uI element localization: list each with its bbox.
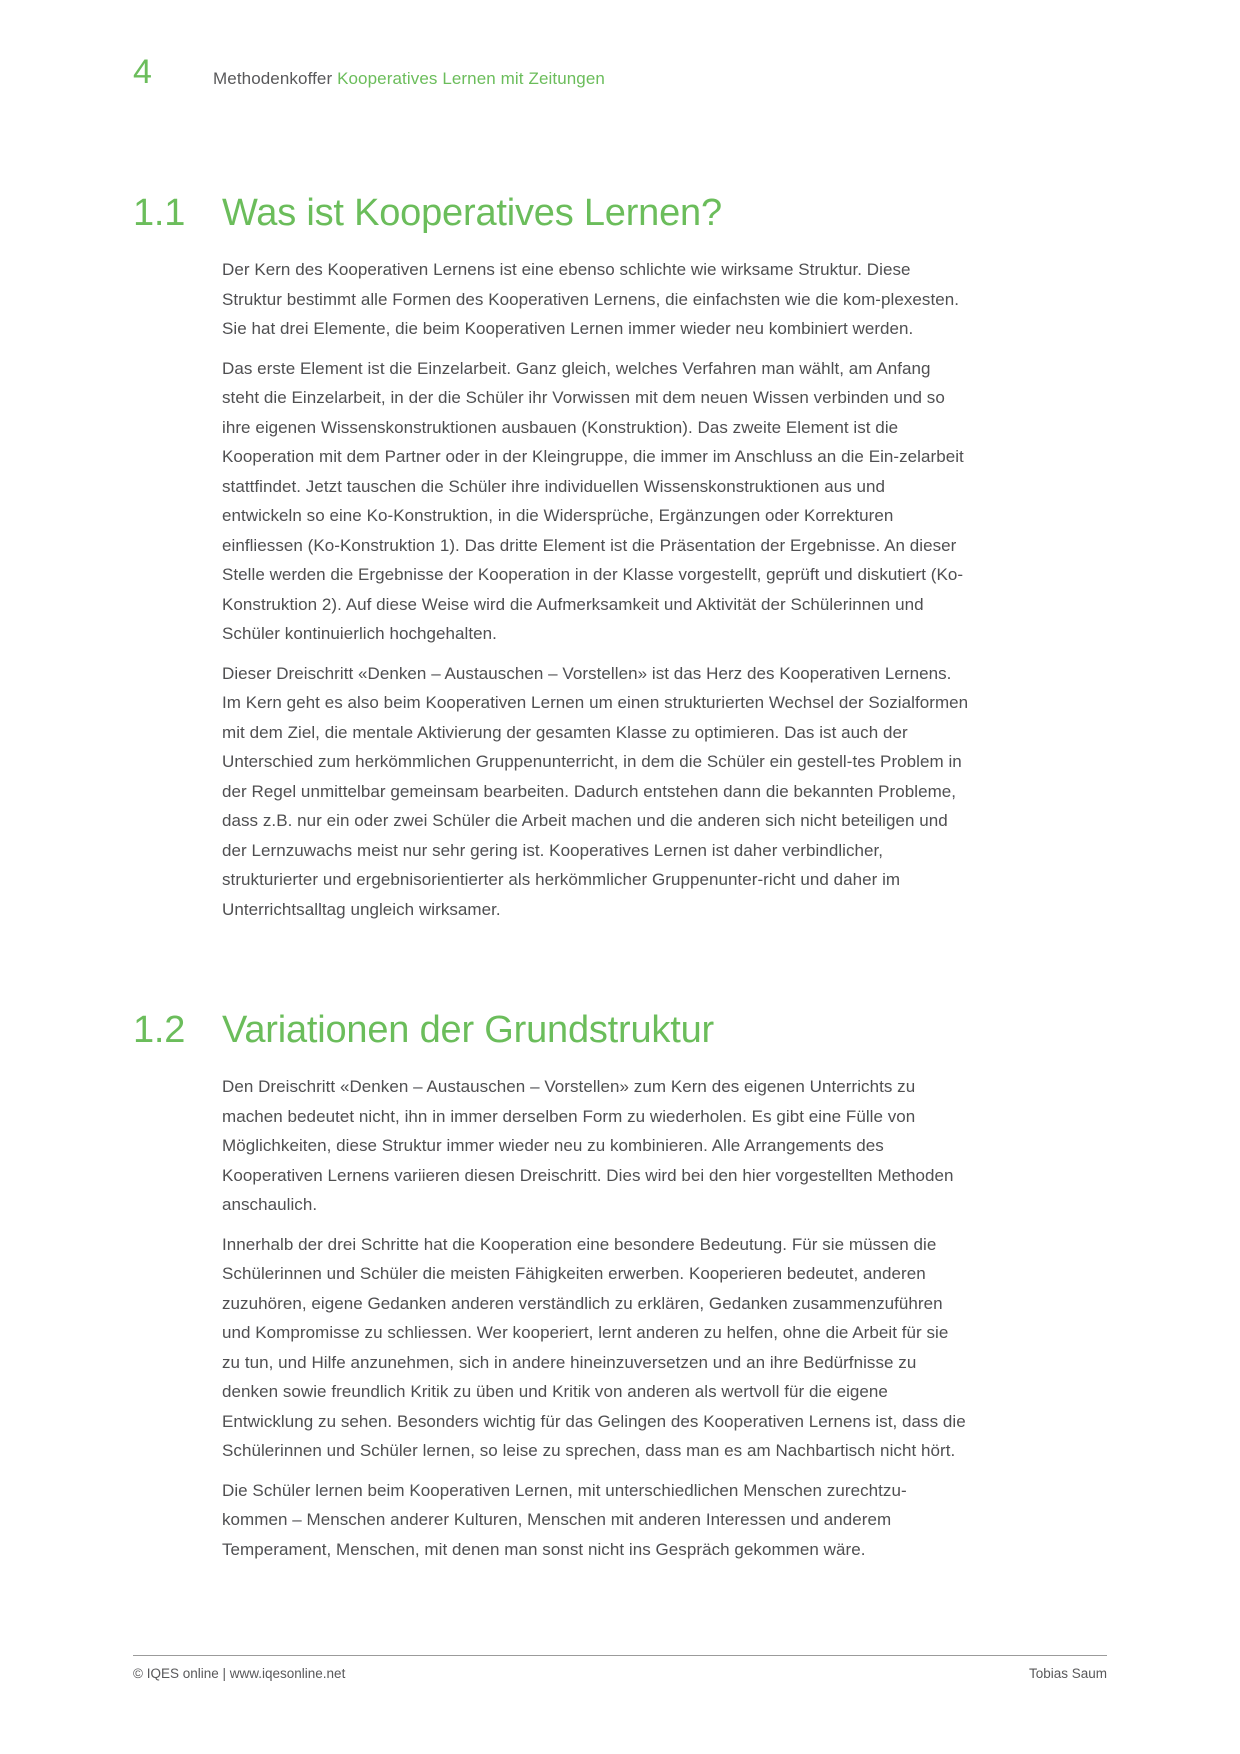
section-paragraphs	[222, 255, 969, 924]
section-1-2	[133, 1008, 978, 1564]
section-paragraphs	[222, 1072, 969, 1564]
page-header	[0, 0, 1240, 110]
section-1-1	[133, 191, 978, 924]
paragraph: Dieser Dreischritt «Denken – Austauschen – Vorstellen» ist das Herz des Kooperativen Lernens. Im Kern geht es also beim Kooperativen Lernen um einen strukturierten Wechsel der Sozialformen mit dem Ziel, die mentale Aktivierung der gesamten Klasse zu optimieren. Das ist auch der Unterschied zum herkömmlichen Gruppenunterricht, in dem die Schüler ein gestell-tes Problem in der Regel unmittelbar gemeinsam bearbeiten. Dadurch entstehen dann die bekannten Probleme, dass z.B. nur ein oder zwei Schüler die Arbeit machen und die anderen sich nicht beteiligen und der Lernzuwachs meist nur sehr gering ist. Kooperatives Lernen ist daher verbindlicher, strukturierter und ergebnisorientierter als herkömmlicher Gruppenunter-richt und daher im Unterrichtsalltag ungleich wirksamer.	[222, 663, 969, 919]
section-number: 1.2	[133, 1009, 186, 1051]
running-head-booklet: Methodenkoffer	[213, 69, 333, 88]
section-heading	[133, 1008, 978, 1052]
section-title: Variationen der Grundstruktur	[222, 1009, 714, 1051]
page-number: 4	[133, 53, 152, 91]
paragraph: Innerhalb der drei Schritte hat die Kooperation eine besondere Bedeutung. Für sie müssen die Schülerinnen und Schüler die meisten Fähigkeiten erwerben. Kooperieren bedeutet, anderen zuzuhören, eigene Gedanken anderen verständlich zu erklären, Gedanken zusammenzuführen und Kompromisse zu schliessen. Wer kooperiert, lernt anderen zu helfen, ohne die Arbeit für sie zu tun, und Hilfe anzunehmen, sich in andere hineinzuversetzen und an ihre Bedürfnisse zu denken sowie freundlich Kritik zu üben und Kritik von anderen als wertvoll für die eigene Entwicklung zu sehen. Besonders wichtig für das Gelingen des Kooperativen Lernens ist, dass die Schülerinnen und Schüler lernen, so leise zu sprechen, dass man es am Nachbartisch nicht hört.	[222, 1234, 966, 1460]
running-head-title: Kooperatives Lernen mit Zeitungen	[337, 69, 605, 88]
paragraph: Den Dreischritt «Denken – Austauschen – Vorstellen» zum Kern des eigenen Unterrichts zu machen bedeutet nicht, ihn in immer derselben Form zu wiederholen. Es gibt eine Fülle von Möglichkeiten, diese Struktur immer wieder neu zu kombinieren. Alle Arrangements des Kooperativen Lernens variieren diesen Dreischritt. Dies wird bei den hier vorgestellten Methoden anschaulich.	[222, 1077, 954, 1214]
paragraph: Der Kern des Kooperativen Lernens ist eine ebenso schlichte wie wirksame Struktur. Diese Struktur bestimmt alle Formen des Kooperativen Lernens, die einfachsten wie die kom-plexesten. Sie hat drei Elemente, die beim Kooperativen Lernen immer wieder neu kombiniert werden.	[222, 260, 960, 338]
paragraph: Das erste Element ist die Einzelarbeit. Ganz gleich, welches Verfahren man wählt, am Anfang steht die Einzelarbeit, in der die Schüler ihr Vorwissen mit dem neuen Wissen verbinden und so ihre eigenen Wissenskonstruktionen ausbauen (Konstruktion). Das zweite Element ist die Kooperation mit dem Partner oder in der Kleingruppe, die immer im Anschluss an die Ein-zelarbeit stattfindet. Jetzt tauschen die Schüler ihre individuellen Wissenskonstruktionen aus und entwickeln so eine Ko-Konstruktion, in die Widersprüche, Ergänzungen oder Korrekturen einfliessen (Ko-Konstruktion 1). Das dritte Element ist die Präsentation der Ergebnisse. An dieser Stelle werden die Ergebnisse der Kooperation in der Klasse vorgestellt, geprüft und diskutiert (Ko-Konstruktion 2). Auf diese Weise wird die Aufmerksamkeit und Aktivität der Schülerinnen und Schüler kontinuierlich hochgehalten.	[222, 358, 964, 643]
section-title: Was ist Kooperatives Lernen?	[222, 192, 722, 234]
section-number: 1.1	[133, 192, 186, 234]
footer-copyright: © IQES online | www.iqesonline.net	[133, 1666, 346, 1681]
page-footer	[133, 1655, 1107, 1682]
footer-author: Tobias Saum	[1028, 1666, 1107, 1681]
content-column	[133, 191, 978, 1564]
running-head	[213, 68, 605, 90]
section-heading	[133, 191, 978, 235]
paragraph: Die Schüler lernen beim Kooperativen Lernen, mit unterschiedlichen Menschen zurechtzu-kommen – Menschen anderer Kulturen, Menschen mit anderen Interessen und anderem Temperament, Menschen, mit denen man sonst nicht ins Gespräch gekommen wäre.	[222, 1480, 907, 1559]
